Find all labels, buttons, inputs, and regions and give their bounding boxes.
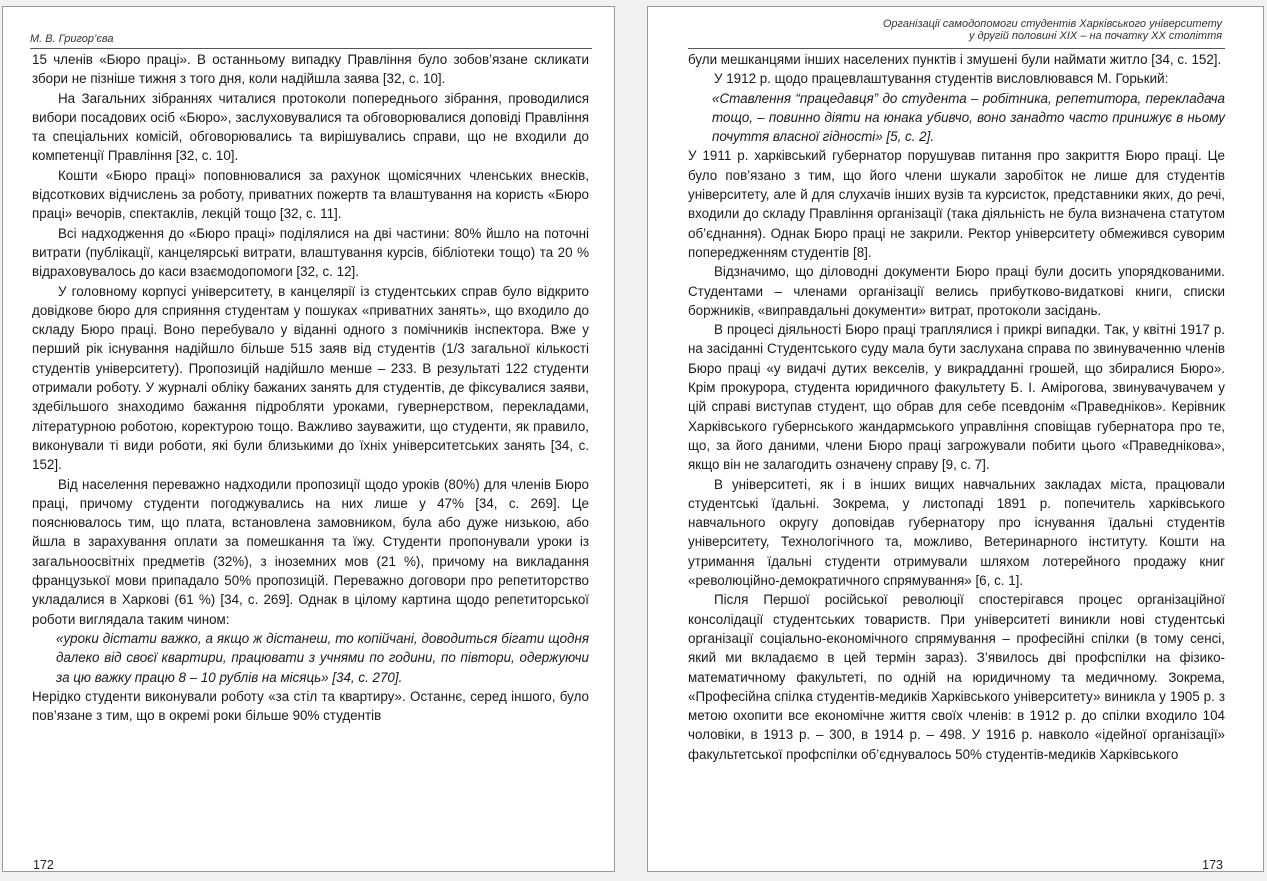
- paragraph: Відзначимо, що діловодні документи Бюро праці були досить упорядкованими. Студентами – членами організації велись прибутково-видаткові книги, списки боржників, «виправдальні документи» витрат, протоколи засідань.: [688, 264, 1225, 318]
- header-line: у другій половині XIX – на початку XX століття: [968, 30, 1222, 42]
- paragraph: У головному корпусі університету, в канцелярії із студентських справ було відкрито довідкове бюро для сприяння студентам у пошуках «приватних занять», що входило до складу Бюро праці. Воно перебувало у віданні одного з помічників інспектора. Вже у перший рік існування надійшло більше 515 заяв від студентів (1/3 загальної кількості студентів університету). Пропозицій надійшло менше – 233. В результаті 122 студенти отримали роботу. У журналі обліку бажаних занять для студентів, де фіксувалися заяви, здебільшого знаходимо бажання підробляти уроками, гувернерством, перекладами, літературною роботою, коректурою тощо. Важливо зауважити, що студенти, як правило, виконували ті види роботи, які були близькими до їхніх університетських занять [34, с. 152].: [32, 283, 589, 473]
- header-rule: [30, 48, 592, 49]
- block-quote: «уроки дістати важко, а якщо ж дістанеш, то копійчані, доводиться бігати щодня далеко від своєї квартири, працювати з учнями по години, по півтори, одержуючи за цю важку працю 8 – 10 рублів на місяць» [34, с. 270].: [56, 630, 589, 685]
- header-line: Організації самодопомоги студентів Харківського університету: [882, 18, 1222, 30]
- paragraph: Нерідко студенти виконували роботу «за стіл та квартиру». Останнє, серед іншого, було пов’язане з тим, що в окремі роки більше 90% студентів: [32, 688, 589, 724]
- running-header-title: [883, 18, 1222, 42]
- paragraph: Кошти «Бюро праці» поповнювалися за рахунок щомісячних членських внесків, відсоткових відчислень за роботу, приватних пожертв та влаштування на користь «Бюро праці» вечорів, спектаклів, лекцій тощо [32, с. 11].: [32, 167, 589, 222]
- paragraph: На Загальних зібраннях читалися протоколи попереднього зібрання, проводилися вибори посадових осіб «Бюро», заслуховувалися та обговорювалися доповіді Правління та спеціальних комісій, обговорювались та вирішувались справи, що не входили до компетенції Правління [32, с. 10].: [32, 90, 589, 164]
- paragraph: У 1911 р. харківський губернатор порушував питання про закриття Бюро праці. Це було пов’язано з тим, що його члени шукали заробіток не лише для студентів університету, але й для слухачів інших вузів та курсисток, представники яких, до речі, входили до складу Правління організації (така діяльність не була визначена статутом об’єднання). Однак Бюро праці не закрили. Ректор університету обмежився суворим попередженням студентів [8].: [688, 148, 1225, 260]
- left-body-text: [32, 50, 589, 725]
- left-page: [2, 6, 615, 872]
- paragraph: В процесі діяльності Бюро праці траплялися і прикрі випадки. Так, у квітні 1917 р. на засіданні Студентського суду мала бути заслухана справа по звинуваченню членів Бюро праці «у видачі дутих векселів, у викрадданні грошей, що збиралися Бюро». Крім прокурора, студента юридичного факультету Б. І. Амірогова, звинувачувачем у цій справі виступав студент, що обрав для себе псевдонім «Праведніков». Керівник Харківського губернського жандармського управління сповіщав губернатора про те, що, за його даними, члени Бюро праці загрожували побити цього «Праведнікова», якщо він не залагодить означену справу [9, с. 7].: [688, 322, 1225, 473]
- paragraph: В університеті, як і в інших вищих навчальних закладах міста, працювали студентські їдальні. Зокрема, у листопаді 1891 р. попечитель харківського навчального округу доповідав губернатору про існування їдальні студентів університету, Технологічного та, можливо, Ветеринарного інституту. Кошти на утримання їдальні студенти отримували шляхом лотерейного продажу книг «революційно-демократичного спрямування» [6, с. 1].: [688, 476, 1225, 589]
- paragraph: 15 членів «Бюро праці». В останньому випадку Правління було зобов’язане скликати збори не пізніше тижня з того дня, коли надійшла заява [32, с. 10].: [32, 52, 589, 87]
- header-rule: [688, 48, 1225, 49]
- paragraph: були мешканцями інших населених пунктів і змушені були наймати житло [34, с. 152].: [688, 52, 1222, 67]
- paragraph: Від населення переважно надходили пропозиції щодо уроків (80%) для членів Бюро праці, причому студенти погоджувались на них лише у 47% [34, с. 269]. Це пояснювалось тим, що плата, встановлена замовником, була або дуже низькою, або йшла в зарахування оплати за помешкання та їжу. Студенти пропонували уроки із загальноосвітніх предметів (32%), з іноземних мов (21 %), причому на викладання французької мови припадало 50% пропозицій. Переважно договори про репетиторство укладалися в Харкові (61 %) [34, с. 269]. Однак в цілому картина щодо репетиторської роботи виглядала таким чином:: [32, 476, 589, 627]
- block-quote: «Ставлення “працедавця” до студента – робітника, репетитора, перекладача тощо, – повинно діяти на юнака убивчо, воно занадто часто принижує в ньому почуття власної гідності» [5, с. 2].: [712, 90, 1225, 145]
- paragraph: У 1912 р. щодо працевлаштування студентів висловлювався М. Горький:: [714, 71, 1169, 87]
- page-number: 173: [1202, 858, 1223, 872]
- paragraph: Після Першої російської революції спостерігався процес організаційної консолідації студентських товариств. При університеті виникли нові студентські організації соціально-економічного спрямування – професійні спілки (в тому сенсі, який ми вкладаємо в цей термін зараз). З’явилось дві профспілки на фізико-математичному факультеті, по одній на юридичному та медичному. Зокрема, «Професійна спілка студентів-медиків Харківського університету» виникла у 1905 р. з метою охопити все економічне життя своїх членів: в 1912 р. до спілки входило 104 чоловіки, в 1913 р. – 300, в 1914 р. – 498. У 1916 р. навколо «ідейної організації» факультетської профспілки об’єднувалось 50% студентів-медиків Харківського: [688, 592, 1225, 762]
- right-body-text: [688, 50, 1225, 764]
- running-header-author: М. В. Григор’єва: [30, 33, 114, 45]
- right-page: [647, 6, 1264, 872]
- page-number: 172: [33, 858, 54, 872]
- paragraph: Всі надходження до «Бюро праці» поділялися на дві частини: 80% йшло на поточні витрати (публікації, канцелярські витрати, влаштування курсів, бібліотеки тощо) та 20 % відраховувалось до каси взаємодопомоги [32, с. 12].: [32, 225, 589, 280]
